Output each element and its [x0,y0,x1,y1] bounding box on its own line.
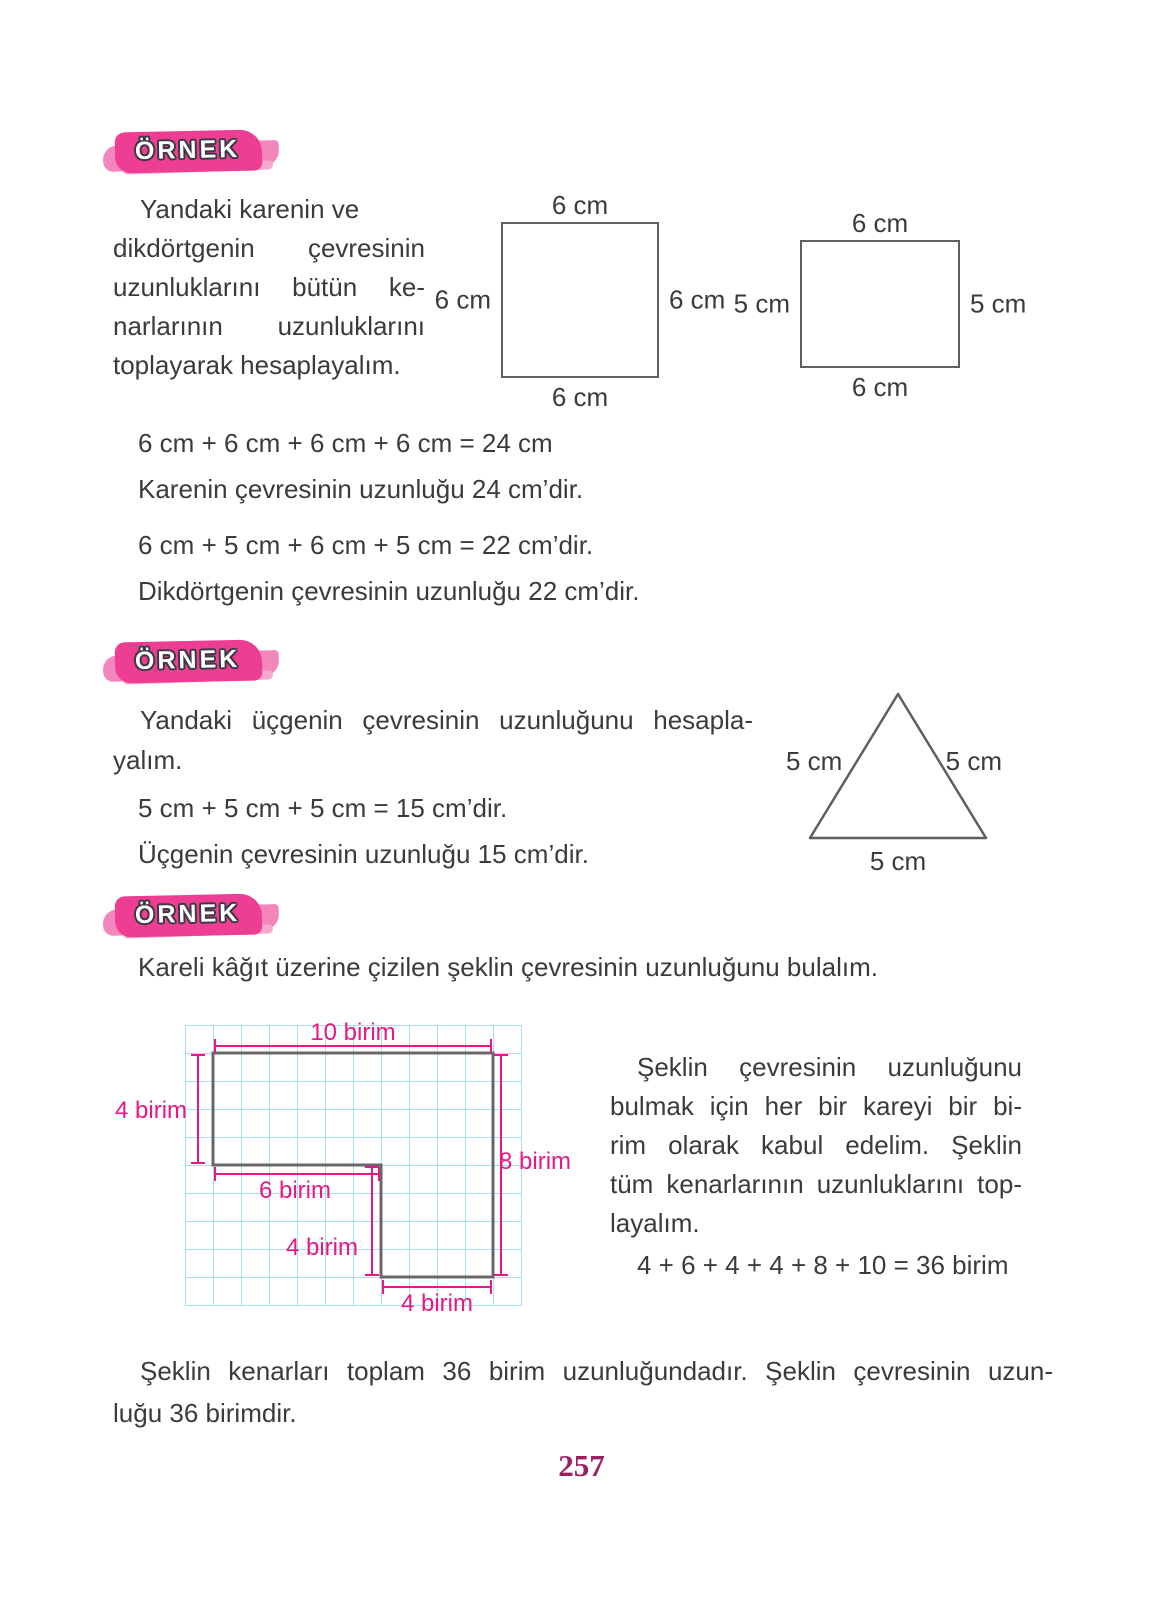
dimension-label-inner-vertical: 4 birim [285,1234,358,1261]
triangle-perimeter-calculation: 5 cm + 5 cm + 5 cm = 15 cm’dir. [138,793,508,823]
text-line: toplayarak hesaplayalım. [113,350,401,380]
ornek-badge-3 [115,895,283,941]
dimension-label-bottom: 4 birim [400,1290,473,1317]
square-right-label: 6 cm [669,284,726,315]
rectangle-bottom-label: 6 cm [851,372,909,402]
example2-intro-paragraph [113,700,753,780]
grid-shape-drawing [185,1025,522,1320]
rectangle-figure [733,208,1027,402]
dimension-label-left: 4 birim [115,1097,188,1124]
square-top-label: 6 cm [551,190,609,220]
dimension-label-inner-horizontal: 6 birim [258,1177,331,1204]
square-bottom-label: 6 cm [551,382,609,412]
rectangle-perimeter-result: Dikdörtgenin çevresinin uzunluğu 22 cm’dir. [138,576,640,606]
page-number: 257 [558,1448,605,1483]
text-line: rim olarak kabul edelim. Şeklin [610,1130,1022,1160]
perimeter-equation: 4 + 6 + 4 + 4 + 8 + 10 = 36 birim [637,1250,1009,1280]
text-line: Şeklin çevresinin uzunluğunu [637,1052,1022,1082]
square-figure [434,190,726,412]
triangle-right-label: 5 cm [945,746,1002,776]
text-line: tüm kenarlarının uzunluklarını top- [610,1169,1022,1199]
conclusion-paragraph [113,1350,1053,1434]
badge-background [115,129,263,173]
badge-background [115,639,263,683]
dimension-label-right: 8 birim [499,1148,572,1175]
rectangle-left-label: 5 cm [733,288,790,319]
badge-label: ÖRNEK [134,644,241,676]
square-perimeter-calculation: 6 cm + 6 cm + 6 cm + 6 cm = 24 cm [138,428,553,458]
text-line: Yandaki karenin ve [140,194,360,224]
rectangle-top-label: 6 cm [851,208,909,238]
text-line: Şeklin kenarları toplam 36 birim uzunluğundadır. Şeklin çevresinin uzun- [140,1356,1053,1386]
text-line: luğu 36 birimdir. [113,1398,297,1428]
text-line: bulmak için her bir kareyi bir bi- [610,1091,1022,1121]
text-line: narlarının uzunluklarını [113,311,425,341]
triangle-bottom-label: 5 cm [869,846,927,876]
triangle-perimeter-result: Üçgenin çevresinin uzunluğu 15 cm’dir. [138,839,589,869]
badge-label: ÖRNEK [134,134,241,166]
ornek-badge-1 [115,131,283,177]
square-perimeter-result: Karenin çevresinin uzunluğu 24 cm’dir. [138,474,584,504]
example3-body-paragraph [610,1048,1022,1243]
rectangle-right-label: 5 cm [970,288,1027,319]
text-line: dikdörtgenin çevresinin [113,233,425,263]
text-line: uzunluklarını bütün ke- [113,272,425,302]
triangle-left-label: 5 cm [786,746,843,776]
squared-paper-figure [115,1019,572,1317]
example3-intro: Kareli kâğıt üzerine çizilen şeklin çevresinin uzunluğunu bulalım. [138,952,878,982]
dimension-label-top: 10 birim [310,1019,396,1046]
text-line: Yandaki üçgenin çevresinin uzunluğunu hesapla- [140,705,753,735]
text-line: yalım. [113,745,183,775]
badge-label: ÖRNEK [134,898,241,930]
example1-intro-paragraph [113,190,425,385]
triangle-figure [786,690,1002,876]
rectangle-perimeter-calculation: 6 cm + 5 cm + 6 cm + 5 cm = 22 cm’dir. [138,530,594,560]
ornek-badge-2 [115,641,283,687]
badge-background [115,893,263,937]
square-left-label: 6 cm [434,284,491,315]
text-line: layalım. [610,1208,700,1238]
